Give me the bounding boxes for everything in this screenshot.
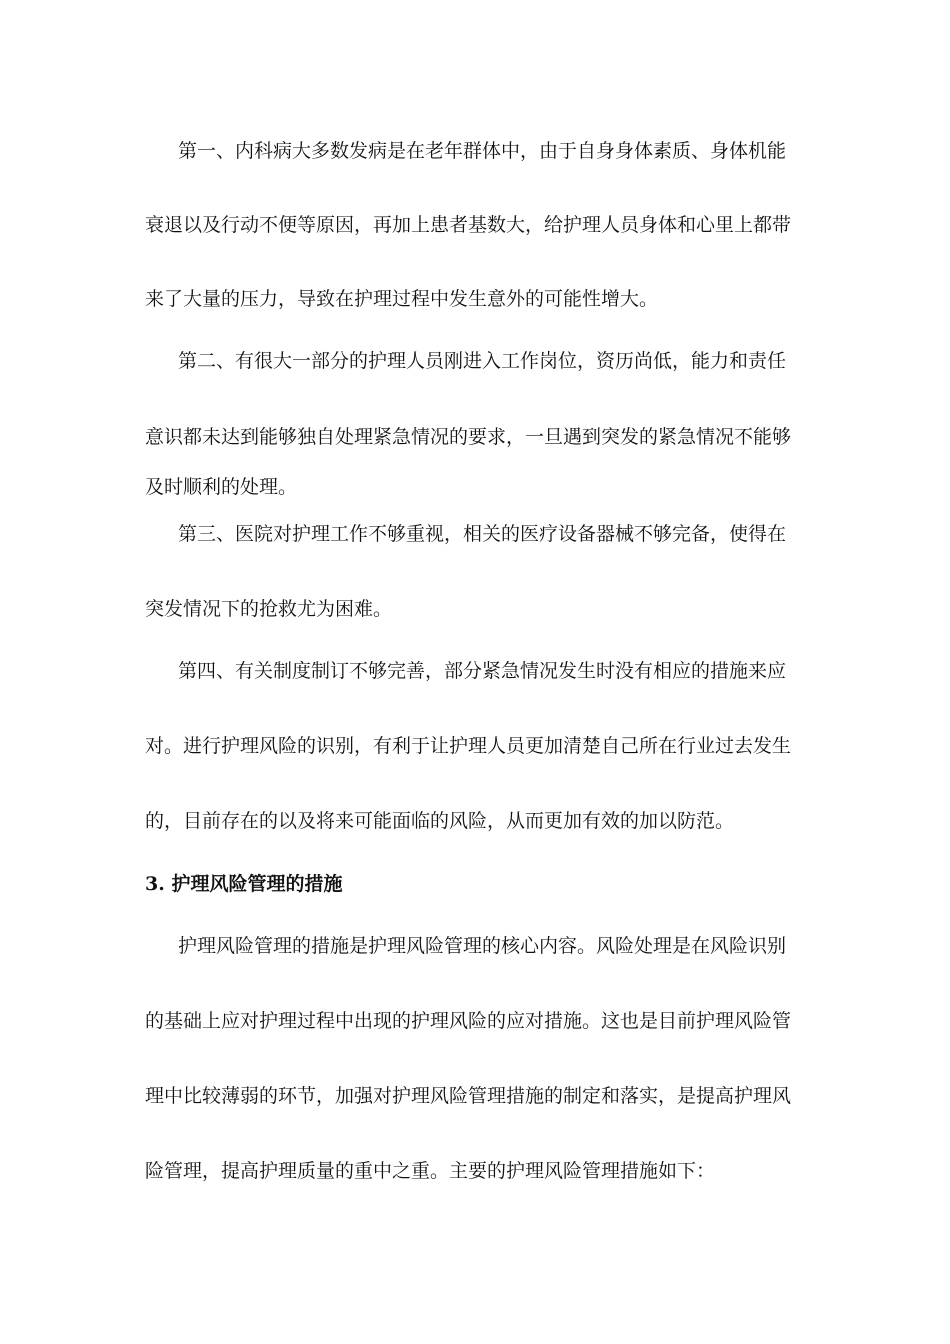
paragraph-2-line-1: 第二、有很大一部分的护理人员刚进入工作岗位，资历尚低，能力和责任 <box>178 350 787 372</box>
section-heading: 3. 护理风险管理的措施 <box>145 873 343 895</box>
paragraph-3-line-2: 突发情况下的抢救尤为困难。 <box>145 598 393 620</box>
paragraph-4-line-1: 第四、有关制度制订不够完善，部分紧急情况发生时没有相应的措施来应 <box>178 660 787 682</box>
paragraph-5-line-3: 理中比较薄弱的环节，加强对护理风险管理措施的制定和落实，是提高护理风 <box>145 1085 792 1107</box>
paragraph-1-line-3: 来了大量的压力，导致在护理过程中发生意外的可能性增大。 <box>145 288 659 310</box>
paragraph-4-line-2: 对。进行护理风险的识别，有利于让护理人员更加清楚自己所在行业过去发生 <box>145 735 792 757</box>
paragraph-5-line-1: 护理风险管理的措施是护理风险管理的核心内容。风险处理是在风险识别 <box>178 935 787 957</box>
paragraph-5-line-2: 的基础上应对护理过程中出现的护理风险的应对措施。这也是目前护理风险管 <box>145 1010 792 1032</box>
paragraph-2-line-3: 及时顺利的处理。 <box>145 476 298 498</box>
paragraph-2-line-2: 意识都未达到能够独自处理紧急情况的要求，一旦遇到突发的紧急情况不能够 <box>145 426 792 448</box>
paragraph-5-line-4: 险管理，提高护理质量的重中之重。主要的护理风险管理措施如下： <box>145 1160 716 1182</box>
paragraph-1-line-2: 衰退以及行动不便等原因，再加上患者基数大，给护理人员身体和心里上都带 <box>145 214 792 236</box>
paragraph-1-line-1: 第一、内科病大多数发病是在老年群体中，由于自身身体素质、身体机能 <box>178 140 787 162</box>
paragraph-3-line-1: 第三、医院对护理工作不够重视，相关的医疗设备器械不够完备，使得在 <box>178 523 787 545</box>
paragraph-4-line-3: 的，目前存在的以及将来可能面临的风险，从而更加有效的加以防范。 <box>145 810 735 832</box>
